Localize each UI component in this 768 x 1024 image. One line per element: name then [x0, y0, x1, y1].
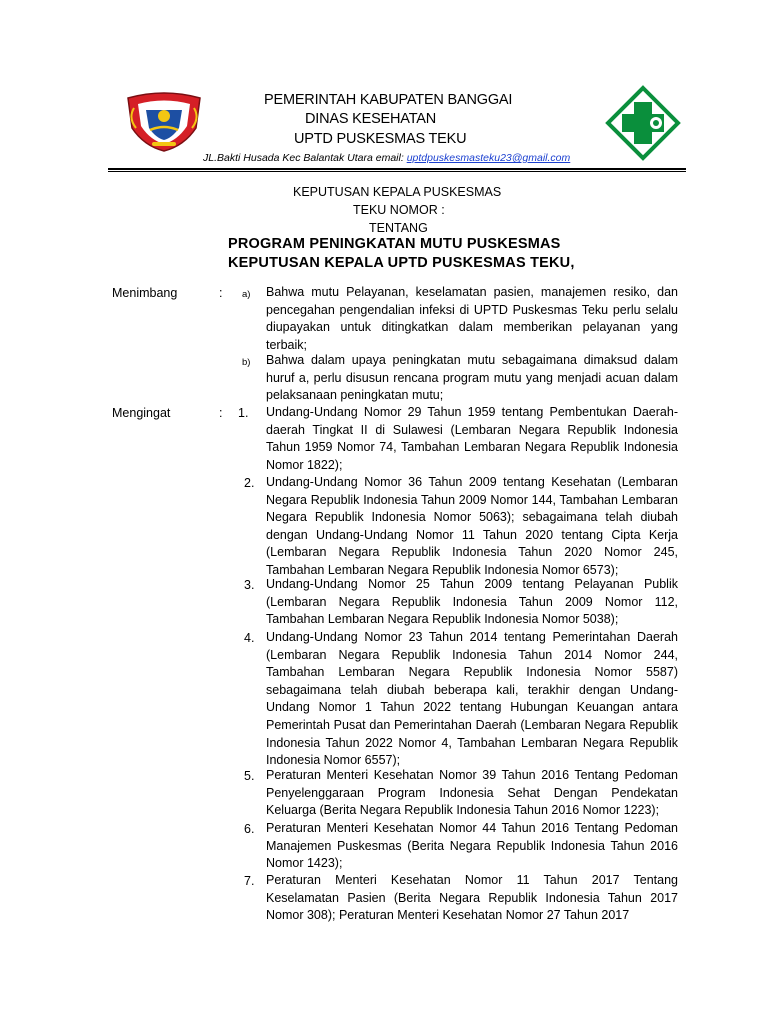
mengingat-marker-3: 3.: [244, 578, 255, 592]
letterhead-government: PEMERINTAH KABUPATEN BANGGAI: [264, 92, 513, 108]
mengingat-item-2: Undang-Undang Nomor 36 Tahun 2009 tentang Kesehatan (Lembaran Negara Republik Indonesia Tahun 2009 Nomor 144, Tambahan Lembaran Negara Republik Indonesia Nomor 5063); sebagaimana telah diubah dengan Undang-Undang Nomor 11 Tahun 2020 tentang Cipta Kerja (Lembaran Negara Republik Indonesia Tahun 2020 Nomor 245, Tambahan Lembaran Negara Republik Indonesia Nomor 6573);: [266, 475, 678, 577]
letterhead-unit: UPTD PUSKESMAS TEKU: [294, 131, 467, 147]
letterhead-divider: [108, 168, 686, 170]
mengingat-marker-5: 5.: [244, 769, 255, 783]
decree-number: TEKU NOMOR :: [353, 203, 445, 217]
mengingat-item-4: Undang-Undang Nomor 23 Tahun 2014 tentang Pemerintahan Daerah (Lembaran Negara Republik Indonesia Tahun 2014 Nomor 244, Tambahan Lembaran Negara Republik Indonesia Nomor 5587) sebagaimana telah diubah beberapa kali, terakhir dengan Undang-Undang Nomor 1 Tahun 2022 tentang Hubungan Keuangan antara Pemerintah Pusat dan Pemerintahan Daerah (Lembaran Negara Republik Indonesia Tahun 2022 Nomor 4, Tambahan Lembaran Negara Republik Indonesia Nomor 6557);: [266, 630, 678, 768]
menimbang-label: Menimbang: [112, 286, 178, 300]
mengingat-marker-6: 6.: [244, 822, 255, 836]
puskesmas-green-cross-icon: [604, 84, 682, 162]
mengingat-item-6: Peraturan Menteri Kesehatan Nomor 44 Tahun 2016 Tentang Pedoman Manajemen Puskesmas (Berita Negara Republik Indonesia Tahun 2016 Nomor 1423);: [266, 821, 678, 871]
mengingat-item-3: Undang-Undang Nomor 25 Tahun 2009 tentang Pelayanan Publik (Lembaran Negara Republik Indonesia Tahun 2009 Nomor 112, Tambahan Lembaran Negara Republik Indonesia Nomor 5038);: [266, 577, 678, 627]
menimbang-marker-a: a): [242, 289, 251, 300]
email-link[interactable]: uptdpuskesmasteku23@gmail.com: [406, 152, 571, 164]
mengingat-item-7: Peraturan Menteri Kesehatan Nomor 11 Tahun 2017 Tentang Keselamatan Pasien (Berita Negara Republik Indonesia Tahun 2017 Nomor 308); Peraturan Menteri Kesehatan Nomor 27 Tahun 2017: [266, 873, 678, 923]
mengingat-item-5: Peraturan Menteri Kesehatan Nomor 39 Tahun 2016 Tentang Pedoman Penyelenggaraan Program Indonesia Sehat Dengan Pendekatan Keluarga (Berita Negara Republik Indonesia Tahun 2016 Nomor 1223);: [266, 768, 678, 818]
menimbang-item-a: Bahwa mutu Pelayanan, keselamatan pasien, manajemen resiko, dan pencegahan pengendalian infeksi di UPTD Puskesmas Teku perlu selalu diupayakan untuk ditingkatkan dalam memberikan pelayanan yang terbaik;: [266, 285, 678, 352]
mengingat-colon: :: [219, 406, 223, 420]
mengingat-marker-2: 2.: [244, 476, 255, 490]
mengingat-label: Mengingat: [112, 406, 171, 420]
decree-issuer: KEPUTUSAN KEPALA UPTD PUSKESMAS TEKU,: [228, 255, 575, 271]
letterhead-address: [203, 152, 570, 164]
decree-about: TENTANG: [369, 221, 428, 235]
menimbang-item-b: Bahwa dalam upaya peningkatan mutu sebagaimana dimaksud dalam huruf a, perlu disusun rencana program mutu yang menjadi acuan dalam pelaksanaan peningkatan mutu;: [266, 353, 678, 403]
letterhead-divider-thin: [108, 171, 686, 172]
letterhead-department: DINAS KESEHATAN: [305, 111, 437, 127]
menimbang-colon: :: [219, 286, 223, 300]
mengingat-item-1: Undang-Undang Nomor 29 Tahun 1959 tentang Pembentukan Daerah-daerah Tingkat II di Sulawesi (Lembaran Negara Republik Indonesia Tahun 1959 Nomor 74, Tambahan Lembaran Negara Republik Indonesia Nomor 1822);: [266, 405, 678, 472]
mengingat-marker-1: 1.: [238, 406, 249, 420]
address-text: JL.Bakti Husada Kec Balantak Utara email:: [203, 152, 407, 164]
mengingat-marker-4: 4.: [244, 631, 255, 645]
decree-subject: PROGRAM PENINGKATAN MUTU PUSKESMAS: [228, 236, 561, 252]
mengingat-marker-7: 7.: [244, 874, 255, 888]
menimbang-marker-b: b): [242, 357, 251, 368]
banggai-regency-emblem-icon: [124, 88, 204, 152]
decree-heading: KEPUTUSAN KEPALA PUSKESMAS: [293, 185, 502, 199]
